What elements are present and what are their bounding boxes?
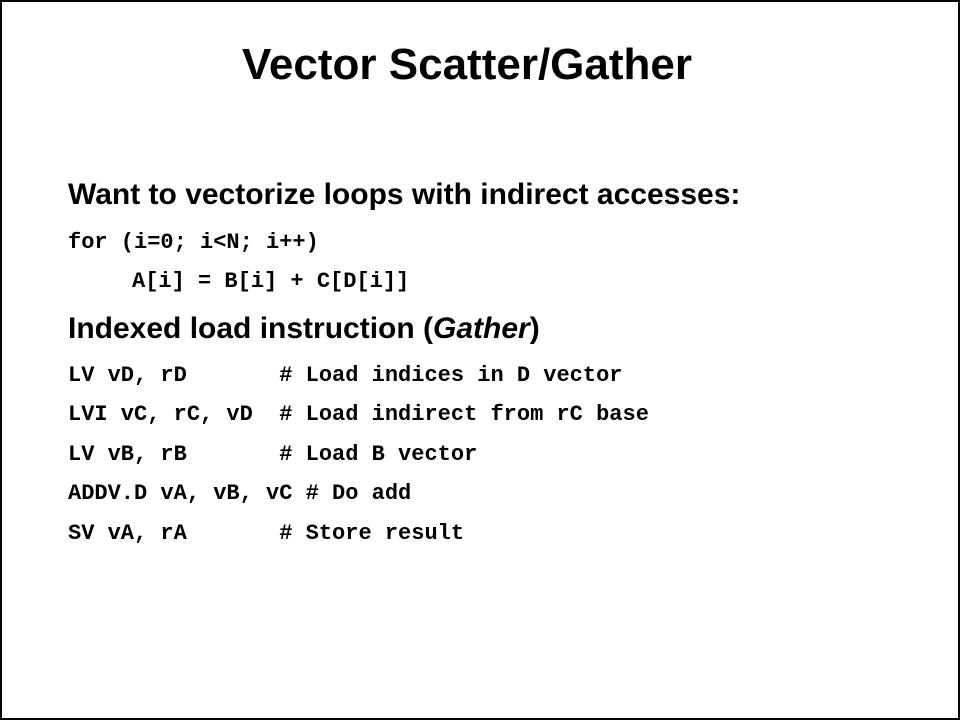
gather-heading xyxy=(68,311,540,347)
loop-line-body: A[i] = B[i] + C[D[i]] xyxy=(132,269,410,294)
code-line-lvi-vc: LVI vC, rC, vD # Load indirect from rC base xyxy=(68,402,649,427)
code-line-lv-vb: LV vB, rB # Load B vector xyxy=(68,442,478,467)
code-line-addv: ADDV.D vA, vB, vC # Do add xyxy=(68,481,412,506)
gather-heading-italic: Gather xyxy=(433,312,530,345)
slide-title: Vector Scatter/Gather xyxy=(242,40,692,89)
gather-heading-prefix: Indexed load instruction ( xyxy=(68,312,434,345)
code-line-sv: SV vA, rA # Store result xyxy=(68,521,465,546)
loop-line-for: for (i=0; i<N; i++) xyxy=(68,230,319,255)
gather-heading-suffix: ) xyxy=(529,312,540,345)
intro-heading: Want to vectorize loops with indirect accesses: xyxy=(68,178,741,211)
code-line-lv-vd: LV vD, rD # Load indices in D vector xyxy=(68,363,623,388)
